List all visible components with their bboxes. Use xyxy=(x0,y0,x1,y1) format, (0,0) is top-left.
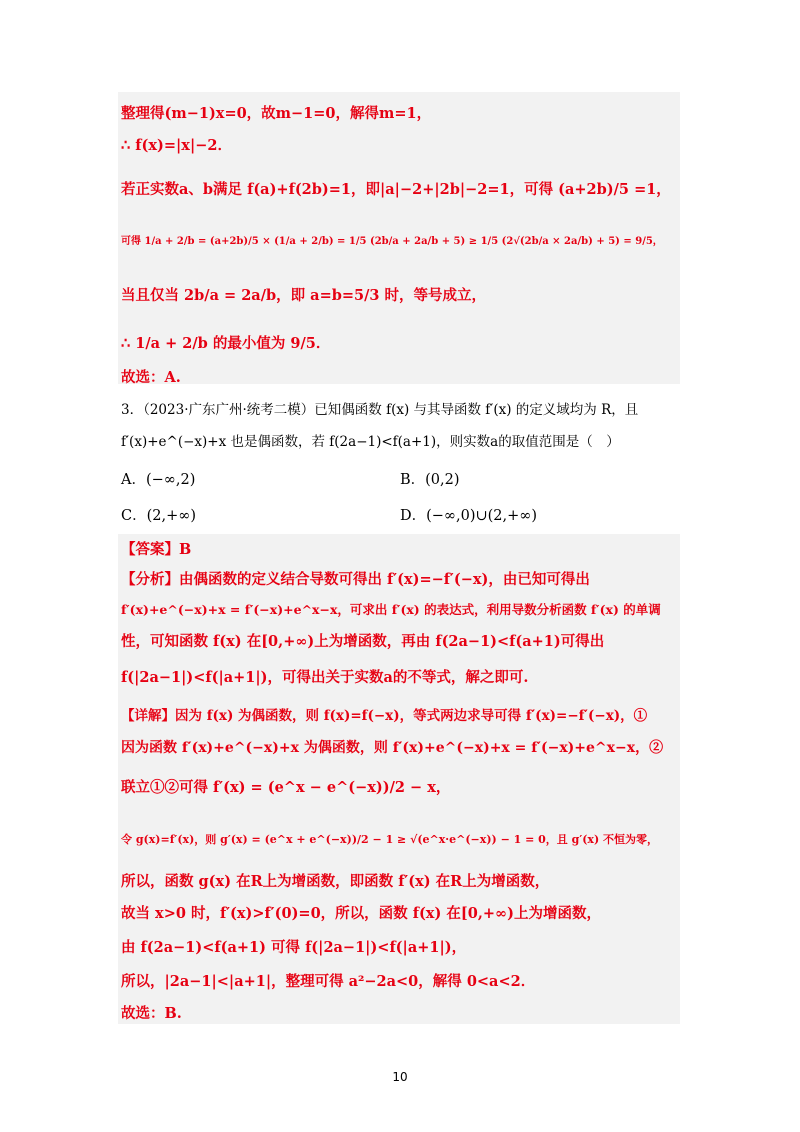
block1-line-2: ∴ f(x)=|x|−2． xyxy=(121,137,232,154)
block2-detail-6: 故当 x>0 时，f′(x)>f′(0)=0，所以，函数 f(x) 在[0,+∞)上为增函数， xyxy=(121,905,601,922)
block2-analysis-2: f′(x)+e^(−x)+x = f′(−x)+e^x−x，可求出 f′(x) 的表达式，利用导数分析函数 f′(x) 的单调 xyxy=(121,602,661,617)
option-b: B．(0,2) xyxy=(400,472,460,488)
block1-line-7: 故选：A. xyxy=(121,369,181,386)
option-a: A．(−∞,2) xyxy=(121,472,196,488)
block1-line-3: 若正实数a、b满足 f(a)+f(2b)=1，即|a|−2+|2b|−2=1，可得 (a+2b)/5 =1， xyxy=(121,181,671,198)
block2-detail-2: 因为函数 f′(x)+e^(−x)+x 为偶函数，则 f′(x)+e^(−x)+x = f′(−x)+e^x−x，② xyxy=(121,740,664,756)
block1-line-4: 可得 1/a + 2/b = (a+2b)/5 × (1/a + 2/b) = 1/5 (2b/a + 2a/b + 5) ≥ 1/5 (2√(2b/a × 2a/b) + 5) = 9/5， xyxy=(121,236,663,247)
block2-detail-8: 所以，|2a−1|<|a+1|，整理可得 a²−2a<0，解得 0<a<2． xyxy=(121,973,536,990)
block2-detail-7: 由 f(2a−1)<f(a+1) 可得 f(|2a−1|)<f(|a+1|)， xyxy=(121,939,467,956)
question-line-1: 3．（2023·广东广州·统考二模）已知偶函数 f(x) 与其导函数 f′(x) 的定义域均为 R，且 xyxy=(121,402,639,418)
block2-detail-4: 令 g(x)=f′(x)，则 g′(x) = (e^x + e^(−x))/2 − 1 ≥ √(e^x·e^(−x)) − 1 = 0，且 g′(x) 不恒为零， xyxy=(121,833,659,846)
option-d: D．(−∞,0)∪(2,+∞) xyxy=(400,508,538,524)
block2-detail-5: 所以，函数 g(x) 在R上为增函数，即函数 f′(x) 在R上为增函数， xyxy=(121,873,550,890)
block2-analysis-3: 性，可知函数 f(x) 在[0,+∞)上为增函数，再由 f(2a−1)<f(a+1)可得出 xyxy=(121,633,605,650)
block1-line-1: 整理得(m−1)x=0，故m−1=0，解得m=1， xyxy=(121,105,432,122)
block1-line-6: ∴ 1/a + 2/b 的最小值为 9/5． xyxy=(121,335,331,352)
block2-answer: 【答案】B xyxy=(121,541,192,558)
option-c: C．(2,+∞) xyxy=(121,508,196,524)
block2-analysis-4: f(|2a−1|)<f(|a+1|)，可得出关于实数a的不等式，解之即可. xyxy=(121,669,529,686)
block2-analysis-1: 【分析】由偶函数的定义结合导数可得出 f′(x)=−f′(−x)，由已知可得出 xyxy=(121,571,590,588)
page-number: 10 xyxy=(392,1070,408,1084)
block2-detail-3: 联立①②可得 f′(x) = (e^x − e^(−x))/2 − x， xyxy=(121,779,451,796)
block2-detail-9: 故选：B. xyxy=(121,1005,182,1022)
block1-line-5: 当且仅当 2b/a = 2a/b，即 a=b=5/3 时，等号成立， xyxy=(121,287,487,304)
question-line-2: f′(x)+e^(−x)+x 也是偶函数，若 f(2a−1)<f(a+1)，则实数a的取值范围是（ ） xyxy=(121,434,620,450)
block2-detail-1: 【详解】因为 f(x) 为偶函数，则 f(x)=f(−x)，等式两边求导可得 f′(x)=−f′(−x)，① xyxy=(121,708,648,724)
